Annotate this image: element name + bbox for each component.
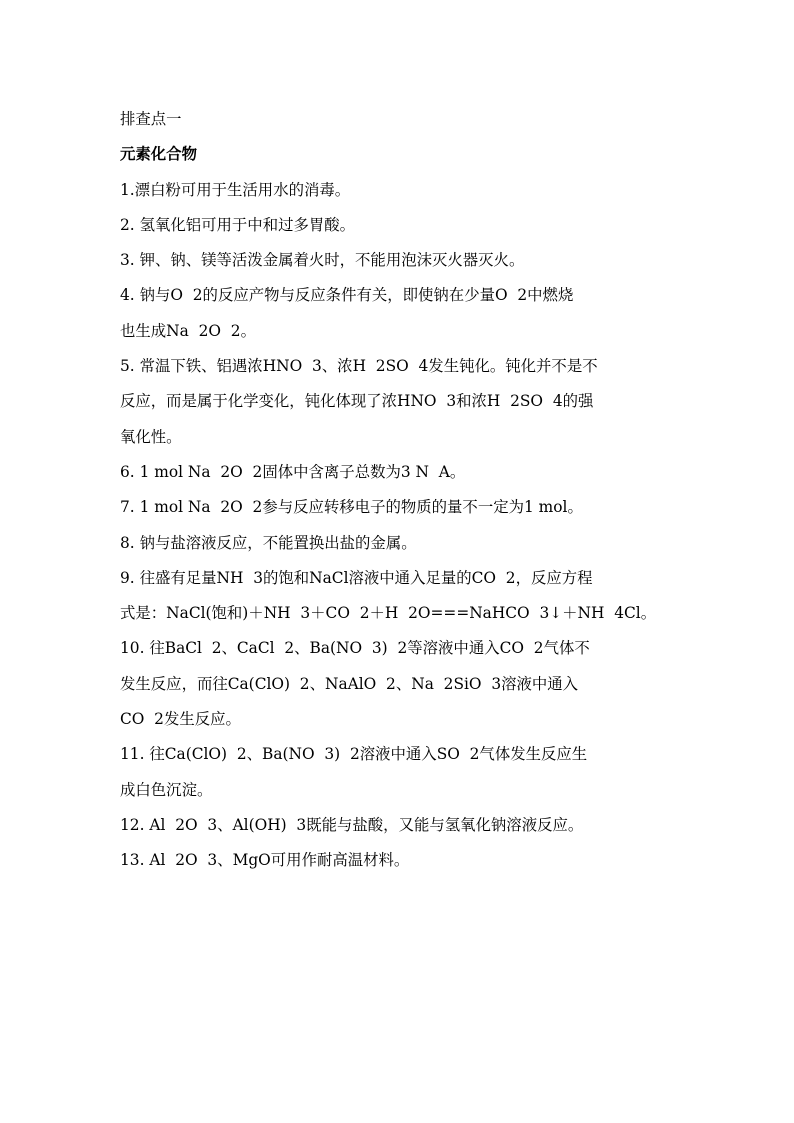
item-line: 5. 常温下铁、铝遇浓HNO 3、浓H 2SO 4发生钝化。钝化并不是不 (120, 357, 598, 376)
item-line: 2. 氢氧化铝可用于中和过多胃酸。 (120, 215, 356, 234)
item-line: 6. 1 mol Na 2O 2固体中含离子总数为3 N A。 (120, 462, 466, 481)
item-line: 10. 往BaCl 2、CaCl 2、Ba(NO 3) 2等溶液中通入CO 2气体不 (120, 639, 590, 658)
item-line: 12. Al 2O 3、Al(OH) 3既能与盐酸，又能与氢氧化钠溶液反应。 (120, 815, 584, 834)
item-13 (120, 843, 676, 878)
item-line: 成白色沉淀。 (120, 780, 213, 799)
item-line: 11. 往Ca(ClO) 2、Ba(NO 3) 2溶液中通入SO 2气体发生反应生 (120, 745, 588, 764)
item-line: 9. 往盛有足量NH 3的饱和NaCl溶液中通入足量的CO 2，反应方程 (120, 568, 593, 587)
item-line: 氧化性。 (120, 427, 182, 446)
item-line: 发生反应，而往Ca(ClO) 2、NaAlO 2、Na 2SiO 3溶液中通入 (120, 674, 579, 693)
item-6 (120, 455, 676, 490)
item-line: 反应，而是属于化学变化，钝化体现了浓HNO 3和浓H 2SO 4的强 (120, 392, 594, 411)
section-subtitle: 元素化合物 (120, 145, 197, 164)
item-4 (120, 278, 676, 349)
item-5 (120, 349, 676, 455)
item-line: 1.漂白粉可用于生活用水的消毒。 (120, 180, 351, 199)
item-line: 13. Al 2O 3、MgO可用作耐高温材料。 (120, 851, 410, 870)
document-body (120, 102, 676, 879)
item-line: 也生成Na 2O 2。 (120, 321, 256, 340)
item-1 (120, 173, 676, 208)
item-12 (120, 808, 676, 843)
item-9 (120, 561, 676, 632)
item-2 (120, 208, 676, 243)
item-line: 式是：NaCl(饱和)＋NH 3＋CO 2＋H 2O===NaHCO 3↓＋NH 4Cl。 (120, 604, 657, 623)
item-line: 7. 1 mol Na 2O 2参与反应转移电子的物质的量不一定为1 mol。 (120, 498, 583, 517)
item-line: 3. 钾、钠、镁等活泼金属着火时，不能用泡沫灭火器灭火。 (120, 251, 525, 270)
item-10 (120, 631, 676, 737)
item-7 (120, 490, 676, 525)
item-line: 4. 钠与O 2的反应产物与反应条件有关，即使钠在少量O 2中燃烧 (120, 286, 574, 305)
item-11 (120, 737, 676, 808)
item-3 (120, 243, 676, 278)
section-title: 排查点一 (120, 110, 182, 128)
item-line: CO 2发生反应。 (120, 710, 241, 729)
item-line: 8. 钠与盐溶液反应，不能置换出盐的金属。 (120, 533, 417, 552)
item-8 (120, 526, 676, 561)
